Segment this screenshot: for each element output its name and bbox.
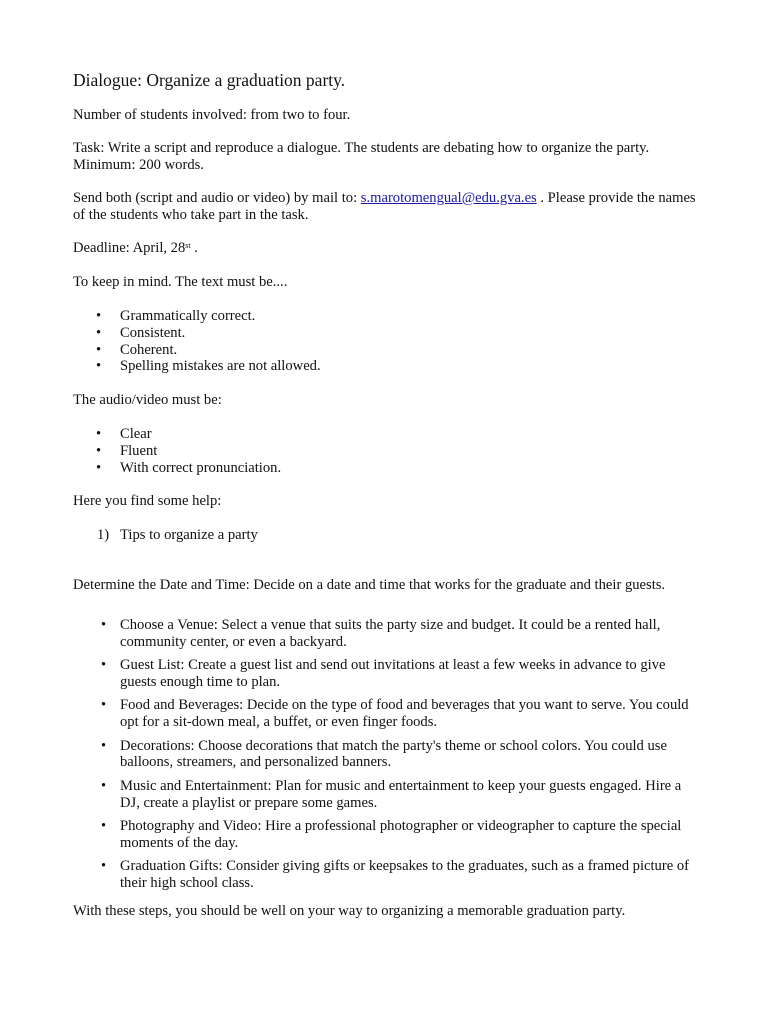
date-time-paragraph: Determine the Date and Time: Decide on a date and time that works for the graduate and their guests. (73, 577, 666, 593)
list-item: • Spelling mistakes are not allowed. (96, 358, 321, 375)
help-list (73, 527, 694, 544)
bullet-icon: • (101, 657, 107, 674)
bullet-icon: • (96, 341, 102, 358)
list-item: • Choose a Venue: Select a venue that suits the party size and budget. It could be a rented hall, community center, or even a backyard. (101, 617, 661, 650)
students-line: Number of students involved: from two to four. (73, 107, 351, 123)
bullet-icon: • (101, 697, 107, 714)
bullet-icon: • (96, 358, 102, 375)
tips-list (73, 617, 700, 898)
task-paragraph: Task: Write a script and reproduce a dialogue. The students are debating how to organize the party. Minimum: 200 words. (73, 140, 650, 173)
list-item: • Photography and Video: Hire a professional photographer or videographer to capture the special moments of the day. (101, 817, 682, 851)
list-item: • Graduation Gifts: Consider giving gifts or keepsakes to the graduates, such as a framed picture of their high school class. (101, 858, 689, 891)
list-item: • Coherent. (96, 341, 178, 358)
text-rules-list (73, 308, 694, 375)
document-title: Dialogue: Organize a graduation party. (73, 70, 346, 90)
bullet-icon: • (96, 324, 102, 341)
send-prefix: Send both (script and audio or video) by mail to: (73, 190, 361, 206)
list-item: • Music and Entertainment: Plan for music and entertainment to keep your guests engaged. Hire a DJ, create a playlist or prepare some games. (101, 777, 682, 811)
bullet-icon: • (96, 459, 102, 476)
audio-intro-line: The audio/video must be: (73, 392, 222, 408)
deadline-suffix: . (190, 240, 198, 256)
list-item: • Decorations: Choose decorations that match the party's theme or school colors. You could use balloons, streamers, and personalized banners. (101, 737, 667, 771)
email-link[interactable]: s.marotomengual@edu.gva.es (360, 190, 537, 206)
list-item: • Guest List: Create a guest list and send out invitations at least a few weeks in advance to give guests enough time to plan. (101, 657, 666, 690)
bullet-icon: • (101, 737, 107, 754)
deadline-superscript: st (185, 241, 191, 250)
bullet-icon: • (96, 308, 102, 324)
bullet-icon: • (101, 617, 107, 633)
list-number: 1) (97, 527, 110, 543)
list-item: • Clear (96, 426, 152, 442)
list-item: • Consistent. (96, 324, 186, 341)
bullet-icon: • (101, 858, 107, 875)
send-paragraph (73, 190, 703, 224)
bullet-icon: • (101, 817, 107, 834)
list-item: 1) Tips to organize a party (97, 527, 258, 543)
bullet-icon: • (101, 777, 107, 794)
deadline-line (73, 240, 703, 257)
closing-paragraph: With these steps, you should be well on your way to organizing a memorable graduation party. (73, 903, 626, 919)
keep-in-mind-line: To keep in mind. The text must be.... (73, 274, 288, 290)
list-item: • Grammatically correct. (96, 308, 256, 324)
help-intro-line: Here you find some help: (73, 493, 222, 509)
bullet-icon: • (96, 426, 102, 442)
send-suffix: . Please provide the names of the students who take part in the task. (73, 190, 696, 223)
list-item: • With correct pronunciation. (96, 459, 282, 476)
deadline-text: Deadline: April, 28 (73, 240, 186, 256)
audio-rules-list (73, 426, 694, 476)
list-item: • Food and Beverages: Decide on the type of food and beverages that you want to serve. You could opt for a sit-down meal, a buffet, or even finger foods. (101, 697, 689, 731)
list-item: • Fluent (96, 442, 158, 459)
bullet-icon: • (96, 442, 102, 459)
